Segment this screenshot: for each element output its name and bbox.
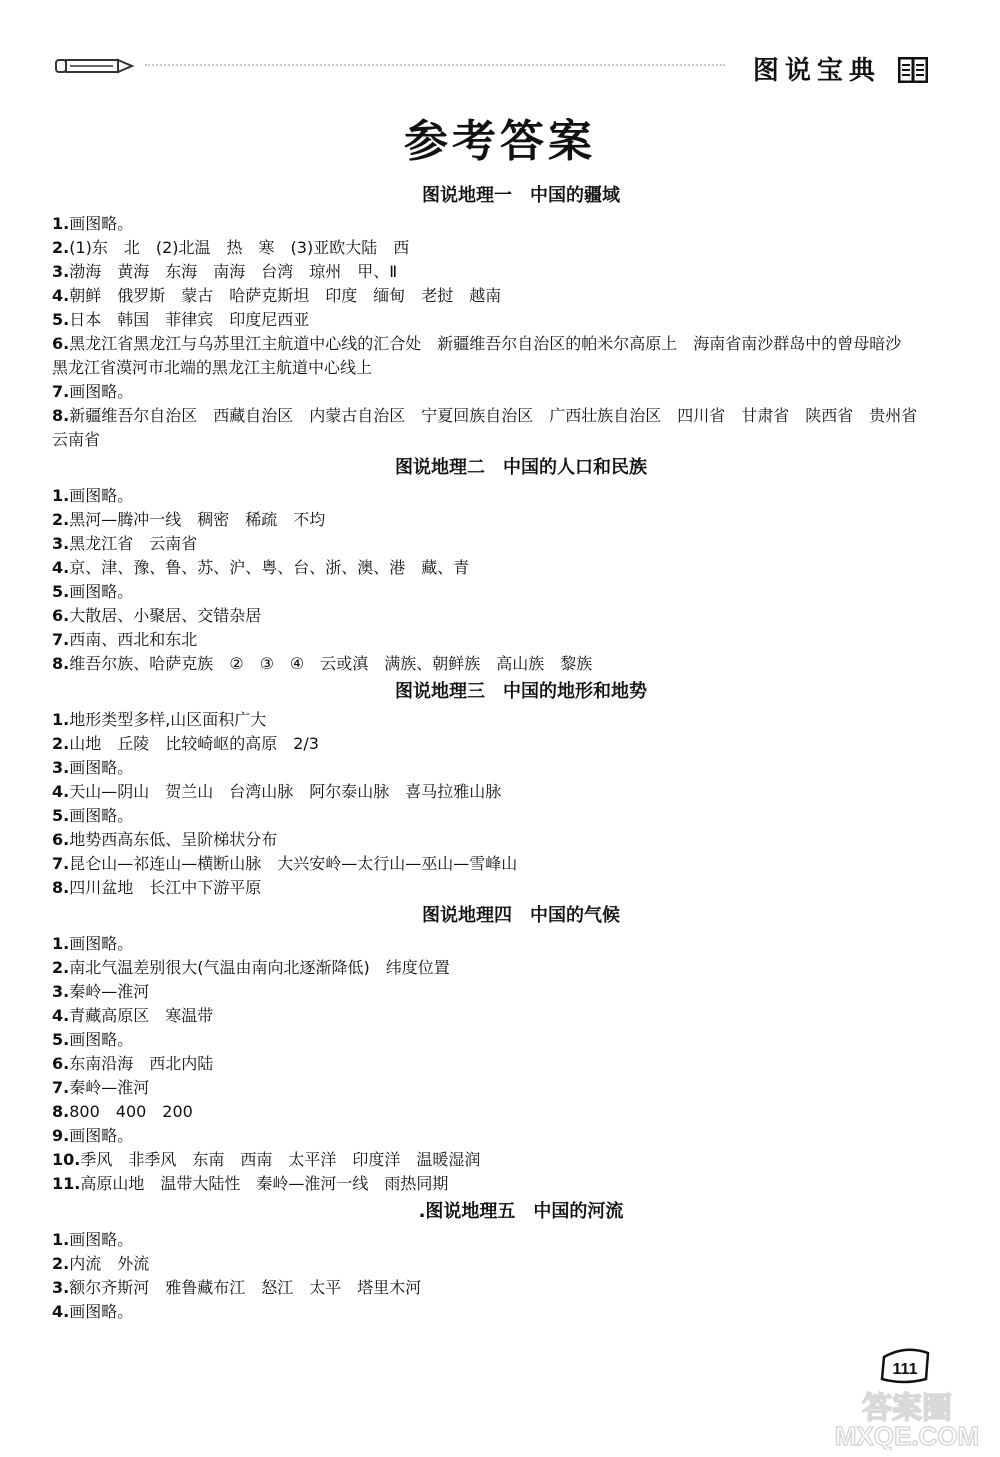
answer-text: 东南沿海 西北内陆 — [69, 1054, 214, 1073]
page-number: 111 — [892, 1361, 918, 1378]
answer-item — [52, 980, 932, 1004]
answer-number: 6. — [52, 334, 70, 353]
answer-item — [52, 804, 932, 828]
answer-text: 京、津、豫、鲁、苏、沪、粤、台、浙、澳、港 藏、青 — [69, 558, 470, 577]
answer-text: 秦岭—淮河 — [69, 1078, 150, 1097]
answer-number: 3. — [52, 758, 70, 777]
answer-number: 7. — [52, 382, 70, 401]
answer-text: 地形类型多样,山区面积广大 — [69, 710, 267, 729]
answer-text: 画图略。 — [69, 582, 134, 601]
section-title: 图说地理一 中国的疆域 — [422, 185, 620, 206]
answer-number: 7. — [52, 630, 70, 649]
series-name-text: 图说宝典 — [752, 56, 881, 86]
answer-item — [52, 1172, 932, 1196]
answer-text: 内流 外流 — [69, 1254, 150, 1273]
answer-number: 1. — [52, 214, 70, 233]
answer-item — [52, 876, 932, 900]
answer-text: 800 400 200 — [69, 1102, 193, 1121]
answer-item — [52, 756, 932, 780]
answer-text: 秦岭—淮河 — [69, 982, 150, 1001]
answer-number: 2. — [52, 510, 70, 529]
answer-number: 5. — [52, 310, 70, 329]
answer-text: 天山—阴山 贺兰山 台湾山脉 阿尔泰山脉 喜马拉雅山脉 — [69, 782, 502, 801]
answer-item — [52, 780, 932, 804]
answer-number: 4. — [52, 286, 70, 305]
answer-number: 4. — [52, 1302, 70, 1321]
answer-text: 画图略。 — [69, 382, 134, 401]
answer-item — [52, 1148, 932, 1172]
answer-text: 南北气温差别很大(气温由南向北逐渐降低) 纬度位置 — [69, 958, 450, 977]
answer-item — [52, 732, 932, 756]
answer-number: 1. — [52, 1230, 70, 1249]
answer-text: 维吾尔族、哈萨克族 ② ③ ④ 云或滇 满族、朝鲜族 高山族 黎族 — [69, 654, 593, 673]
answer-number: 5. — [52, 1030, 70, 1049]
section-title: 图说地理四 中国的气候 — [422, 905, 620, 926]
answer-item — [52, 1076, 932, 1100]
answer-number: 3. — [52, 982, 70, 1001]
answer-number: 2. — [52, 734, 70, 753]
answer-item — [52, 652, 932, 676]
answer-item — [52, 932, 932, 956]
watermark-logo — [822, 1390, 992, 1450]
watermark-url: MXQE.COM — [834, 1421, 980, 1450]
answer-number: 2. — [52, 1254, 70, 1273]
answer-text: 画图略。 — [69, 1230, 134, 1249]
answer-item — [52, 1252, 932, 1276]
answer-text: 渤海 黄海 东海 南海 台湾 琼州 甲、Ⅱ — [69, 262, 398, 281]
answer-number: 2. — [52, 958, 70, 977]
answer-number: 9. — [52, 1126, 70, 1145]
answer-item — [52, 484, 932, 508]
answer-number: 2. — [52, 238, 70, 257]
page-header — [0, 0, 1000, 100]
answer-item — [52, 1100, 932, 1124]
series-name — [753, 50, 928, 87]
answer-item — [52, 508, 932, 532]
answer-text: 画图略。 — [69, 806, 134, 825]
answer-item — [52, 380, 932, 404]
answer-text: 画图略。 — [69, 1302, 134, 1321]
answer-text: 黑龙江省黑龙江与乌苏里江主航道中心线的汇合处 新疆维吾尔自治区的帕米尔高原上 海南省南沙群岛中的曾母暗沙 黑龙江省漠河市北端的黑龙江主航道中心线上 — [52, 334, 918, 377]
answer-number: 4. — [52, 558, 70, 577]
answer-number: 1. — [52, 710, 70, 729]
answer-number: 3. — [52, 262, 70, 281]
answer-number: 4. — [52, 782, 70, 801]
answer-text: 昆仑山—祁连山—横断山脉 大兴安岭—太行山—巫山—雪峰山 — [69, 854, 518, 873]
answer-item — [52, 332, 932, 380]
section-title: 图说地理三 中国的地形和地势 — [395, 681, 647, 702]
pencil-icon — [55, 55, 135, 77]
answer-number: 11. — [52, 1174, 81, 1193]
answer-item — [52, 532, 932, 556]
answer-item — [52, 956, 932, 980]
answer-number: 5. — [52, 806, 70, 825]
answer-number: 4. — [52, 1006, 70, 1025]
answer-item — [52, 852, 932, 876]
answer-number: 1. — [52, 934, 70, 953]
section-title: .图说地理五 中国的河流 — [418, 1201, 624, 1222]
answer-number: 3. — [52, 1278, 70, 1297]
answer-text: 画图略。 — [69, 934, 134, 953]
answer-item — [52, 1276, 932, 1300]
answer-item — [52, 1228, 932, 1252]
answer-text: 画图略。 — [69, 758, 134, 777]
answer-text: 季风 非季风 东南 西南 太平洋 印度洋 温暖湿润 — [80, 1150, 481, 1169]
answer-text: 四川盆地 长江中下游平原 — [69, 878, 262, 897]
answer-text: 高原山地 温带大陆性 秦岭—淮河一线 雨热同期 — [80, 1174, 449, 1193]
answer-number: 10. — [52, 1150, 81, 1169]
answer-number: 8. — [52, 878, 70, 897]
section-title: 图说地理二 中国的人口和民族 — [395, 457, 647, 478]
answer-text: 大散居、小聚居、交错杂居 — [69, 606, 262, 625]
answer-number: 6. — [52, 830, 70, 849]
watermark-brand: 答案圈 — [862, 1391, 952, 1426]
answer-item — [52, 628, 932, 652]
page-title: 参考答案 — [404, 116, 596, 167]
answer-number: 3. — [52, 534, 70, 553]
answer-item — [52, 308, 932, 332]
answer-item — [52, 212, 932, 236]
answer-text: 日本 韩国 菲律宾 印度尼西亚 — [69, 310, 310, 329]
answer-number: 8. — [52, 1102, 70, 1121]
answer-text: 新疆维吾尔自治区 西藏自治区 内蒙古自治区 宁夏回族自治区 广西壮族自治区 四川省 甘肃省 陕西省 贵州省 云南省 — [52, 406, 934, 449]
answer-item — [52, 1300, 932, 1324]
answer-text: 画图略。 — [69, 1126, 134, 1145]
answer-text: 青藏高原区 寒温带 — [69, 1006, 214, 1025]
answer-item — [52, 1004, 932, 1028]
answer-item — [52, 236, 932, 260]
answer-text: 西南、西北和东北 — [69, 630, 198, 649]
answer-text: 朝鲜 俄罗斯 蒙古 哈萨克斯坦 印度 缅甸 老挝 越南 — [69, 286, 502, 305]
answer-number: 5. — [52, 582, 70, 601]
answer-item — [52, 604, 932, 628]
answer-item — [52, 556, 932, 580]
answer-number: 6. — [52, 606, 70, 625]
answer-text: 画图略。 — [69, 1030, 134, 1049]
answer-number: 6. — [52, 1054, 70, 1073]
answer-number: 8. — [52, 406, 70, 425]
answer-item — [52, 1052, 932, 1076]
answer-item — [52, 1124, 932, 1148]
header-dotted-rule — [145, 64, 725, 66]
answer-text: 画图略。 — [69, 214, 134, 233]
answer-item — [52, 580, 932, 604]
answer-number: 8. — [52, 654, 70, 673]
answer-text: 画图略。 — [69, 486, 134, 505]
answer-text: 黑河—腾冲一线 稠密 稀疏 不均 — [69, 510, 326, 529]
answer-text: (1)东 北 (2)北温 热 寒 (3)亚欧大陆 西 — [69, 238, 410, 257]
answer-item — [52, 260, 932, 284]
answer-text: 额尔齐斯河 雅鲁藏布江 怒江 太平 塔里木河 — [69, 1278, 422, 1297]
answer-item — [52, 404, 932, 452]
answer-number: 7. — [52, 1078, 70, 1097]
answer-number: 7. — [52, 854, 70, 873]
answer-item — [52, 708, 932, 732]
answer-text: 地势西高东低、呈阶梯状分布 — [69, 830, 278, 849]
answer-item — [52, 284, 932, 308]
answer-item — [52, 828, 932, 852]
book-icon — [898, 57, 928, 83]
answer-item — [52, 1028, 932, 1052]
page-number-badge — [878, 1345, 932, 1385]
answer-content — [52, 180, 932, 1324]
answer-text: 山地 丘陵 比较崎岖的高原 2/3 — [69, 734, 319, 753]
answer-text: 黑龙江省 云南省 — [69, 534, 198, 553]
answer-number: 1. — [52, 486, 70, 505]
